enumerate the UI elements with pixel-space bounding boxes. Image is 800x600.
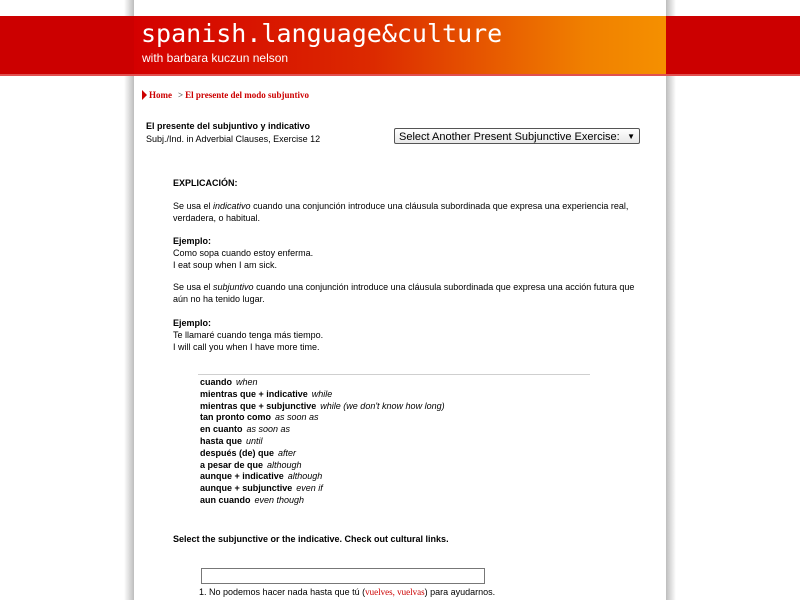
conjunction-term: cuando [200, 377, 233, 387]
list-item [200, 412, 445, 424]
conjunction-meaning: as soon as [275, 412, 319, 423]
list-item [200, 471, 445, 483]
conjunction-term: aunque + subjunctive [200, 483, 293, 494]
example-subjunctive [173, 317, 323, 353]
breadcrumb-arrow-icon [142, 90, 147, 100]
list-item [200, 448, 445, 460]
exercise-subtitle: Subj./Ind. in Adverbial Clauses, Exercise 12 [146, 134, 321, 144]
conjunction-term: a pesar de que [200, 459, 264, 470]
list-item [200, 495, 445, 507]
conjunction-meaning: as soon as [246, 424, 291, 435]
breadcrumb-separator: > [178, 90, 184, 100]
site-title[interactable]: spanish.language&culture [141, 19, 503, 48]
conjunction-term: mientras que + subjunctive [200, 400, 317, 411]
conjunction-meaning: even if [296, 483, 323, 494]
p2-emphasis: subjuntivo [213, 282, 254, 292]
p2-text-line2: aún no ha tenido lugar. [173, 294, 265, 304]
breadcrumb-current-link[interactable]: El presente del modo subjuntivo [185, 90, 309, 100]
conjunction-term: aun cuando [200, 494, 251, 505]
list-item [200, 436, 445, 448]
example2-spanish: Te llamaré cuando tenga más tiempo. [173, 330, 324, 340]
conjunction-term: después (de) que [200, 447, 275, 458]
list-item [200, 483, 445, 495]
chevron-down-icon: ▼ [627, 132, 635, 141]
conjunction-term: tan pronto como [200, 412, 271, 423]
p1-text-start: Se usa el [173, 201, 214, 211]
vocab-divider [198, 374, 590, 375]
p1-text-line2: verdadera, o habitual. [173, 213, 261, 223]
p1-emphasis: indicativo [213, 201, 251, 211]
option-indicative[interactable]: vuelves [365, 587, 393, 597]
option-separator: , [392, 587, 398, 597]
site-subtitle: with barbara kuczun nelson [142, 51, 289, 65]
option-subjunctive[interactable]: vuelvas [397, 587, 425, 597]
exercise-header [146, 120, 320, 146]
question-text-end: ) para ayudarnos. [424, 587, 496, 597]
conjunction-meaning: even though [254, 494, 305, 505]
conjunction-meaning: although [287, 471, 323, 482]
conjunction-meaning: until [246, 435, 263, 446]
p2-text-end: cuando una conjunción introduce una cláusula subordinada que expresa una acción futura que [253, 282, 635, 292]
example1-spanish: Como sopa cuando estoy enferma. [173, 248, 314, 258]
top-strip [134, 0, 666, 16]
question-text-start: No podemos hacer nada hasta que tú ( [209, 587, 366, 597]
conjunction-term: hasta que [200, 435, 243, 446]
list-item [200, 401, 445, 413]
exercise-select[interactable] [394, 128, 640, 144]
example2-english: I will call you when I have more time. [173, 342, 320, 352]
conjunction-meaning: after [278, 447, 297, 458]
list-item [200, 389, 445, 401]
list-item [200, 424, 445, 436]
p2-text-start: Se usa el [173, 282, 214, 292]
explanation-paragraph-indicative [173, 200, 628, 224]
conjunction-meaning: although [267, 459, 302, 470]
page-shadow-left [124, 0, 134, 600]
conjunction-term: en cuanto [200, 424, 243, 435]
answer-input[interactable] [201, 568, 485, 584]
conjunction-term: aunque + indicative [200, 471, 284, 482]
conjunction-meaning: when [236, 377, 258, 387]
example2-label: Ejemplo: [173, 318, 212, 328]
question-1 [199, 587, 495, 597]
explanation-heading: EXPLICACIÓN: [173, 178, 238, 188]
conjunction-meaning: while (we don't know how long) [320, 400, 445, 411]
conjunction-term: mientras que + indicative [200, 388, 308, 399]
exercise-title: El presente del subjuntivo y indicativo [146, 121, 311, 131]
list-item [200, 377, 445, 389]
explanation-paragraph-subjunctive [173, 281, 634, 305]
breadcrumb-home-link[interactable]: Home [149, 90, 172, 100]
page-shadow-right [666, 0, 676, 600]
exercise-instructions: Select the subjunctive or the indicative. Check out cultural links. [173, 534, 449, 544]
exercise-select-value: Select Another Present Subjunctive Exercise: [399, 131, 620, 143]
question-number: 1. [199, 587, 207, 597]
conjunction-list [200, 377, 445, 507]
example-indicative [173, 235, 313, 271]
example1-label: Ejemplo: [173, 236, 212, 246]
p1-text-end: cuando una conjunción introduce una cláusula subordinada que expresa una experiencia real, [250, 201, 629, 211]
breadcrumb [142, 90, 309, 100]
example1-english: I eat soup when I am sick. [173, 260, 278, 270]
conjunction-meaning: while [311, 388, 333, 399]
list-item [200, 460, 445, 472]
